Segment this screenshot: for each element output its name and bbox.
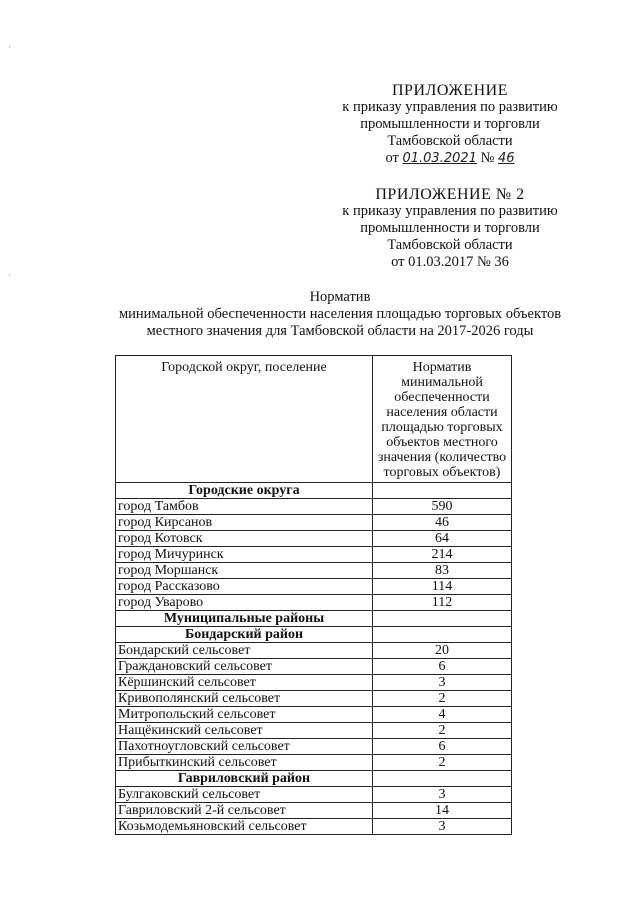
norm-value: 112 [373, 595, 512, 611]
norm-value: 6 [373, 659, 512, 675]
settlement-name: Митропольский сельсовет [116, 707, 373, 723]
appendix-date-line [300, 150, 600, 167]
table-row [116, 563, 512, 579]
table-row [116, 707, 512, 723]
col-header-norm: Норматив минимальной обеспеченности населения области площадью торговых объектов местного значения (количество торговых объектов) [373, 356, 512, 483]
title-line-1: Норматив [309, 289, 371, 305]
empty-cell [373, 627, 512, 643]
norm-value: 114 [373, 579, 512, 595]
empty-cell [373, 483, 512, 499]
table-row [116, 643, 512, 659]
table-row [116, 803, 512, 819]
settlement-name: Козьмодемьяновский сельсовет [116, 819, 373, 835]
norm-value: 14 [373, 803, 512, 819]
appendix2-line-2: промышленности и торговли [360, 220, 540, 236]
section-heading-row [116, 627, 512, 643]
norm-value: 2 [373, 691, 512, 707]
settlement-name: Кривополянский сельсовет [116, 691, 373, 707]
table-row [116, 787, 512, 803]
settlement-name: Нащёкинский сельсовет [116, 723, 373, 739]
settlement-name: город Уварово [116, 595, 373, 611]
table-row [116, 819, 512, 835]
norm-value: 46 [373, 515, 512, 531]
appendix-line-1: к приказу управления по развитию [342, 99, 558, 115]
section-heading-row [116, 771, 512, 787]
col-header-settlement: Городской округ, поселение [116, 356, 373, 483]
norm-value: 3 [373, 819, 512, 835]
table-row [116, 547, 512, 563]
appendix2-line-4: от 01.03.2017 № 36 [391, 254, 509, 270]
section-heading: Бондарский район [116, 627, 373, 643]
appendix-title: ПРИЛОЖЕНИЕ [391, 82, 508, 99]
norm-value: 83 [373, 563, 512, 579]
settlement-name: Гавриловский 2-й сельсовет [116, 803, 373, 819]
norm-value: 20 [373, 643, 512, 659]
norm-value: 3 [373, 675, 512, 691]
appendix2-header [300, 186, 600, 271]
settlement-name: город Котовск [116, 531, 373, 547]
title-line-2: минимальной обеспеченности населения площадью торговых объектов [118, 306, 562, 322]
settlement-name: Граждановский сельсовет [116, 659, 373, 675]
section-heading-row [116, 483, 512, 499]
scan-speck: · [8, 270, 11, 280]
settlement-name: город Тамбов [116, 499, 373, 515]
table-row [116, 595, 512, 611]
appendix-line-2: промышленности и торговли [360, 116, 540, 132]
norm-value: 214 [373, 547, 512, 563]
section-heading: Муниципальные районы [116, 611, 373, 627]
settlement-name: Кёршинский сельсовет [116, 675, 373, 691]
appendix2-title: ПРИЛОЖЕНИЕ № 2 [375, 186, 525, 203]
table-row [116, 659, 512, 675]
table-row [116, 755, 512, 771]
date-prefix: от [385, 150, 399, 166]
handwritten-date: 01.03.2021 [402, 151, 477, 166]
settlement-name: Пахотноугловский сельсовет [116, 739, 373, 755]
norm-value: 2 [373, 723, 512, 739]
settlement-name: город Моршанск [116, 563, 373, 579]
table-row [116, 675, 512, 691]
table-row [116, 579, 512, 595]
settlement-name: Прибыткинский сельсовет [116, 755, 373, 771]
table-body [116, 483, 512, 835]
number-prefix: № [480, 150, 495, 166]
section-heading-row [116, 611, 512, 627]
settlement-name: город Рассказово [116, 579, 373, 595]
table-row [116, 515, 512, 531]
norm-table [115, 355, 512, 835]
document-title [100, 289, 580, 340]
empty-cell [373, 611, 512, 627]
appendix2-line-3: Тамбовской области [387, 237, 513, 253]
table-row [116, 499, 512, 515]
section-heading: Гавриловский район [116, 771, 373, 787]
empty-cell [373, 771, 512, 787]
section-heading: Городские округа [116, 483, 373, 499]
settlement-name: город Кирсанов [116, 515, 373, 531]
scan-speck: · [8, 42, 11, 52]
norm-value: 2 [373, 755, 512, 771]
table-row [116, 531, 512, 547]
settlement-name: Булгаковский сельсовет [116, 787, 373, 803]
table-row [116, 691, 512, 707]
settlement-name: Бондарский сельсовет [116, 643, 373, 659]
norm-value: 3 [373, 787, 512, 803]
handwritten-number: 46 [498, 151, 515, 166]
norm-value: 4 [373, 707, 512, 723]
norm-value: 590 [373, 499, 512, 515]
table-row [116, 739, 512, 755]
appendix-header [300, 82, 600, 167]
settlement-name: город Мичуринск [116, 547, 373, 563]
table-row [116, 723, 512, 739]
appendix-line-3: Тамбовской области [387, 133, 513, 149]
title-line-3: местного значения для Тамбовской области на 2017-2026 годы [146, 323, 534, 339]
norm-value: 6 [373, 739, 512, 755]
norm-value: 64 [373, 531, 512, 547]
appendix2-line-1: к приказу управления по развитию [342, 203, 558, 219]
